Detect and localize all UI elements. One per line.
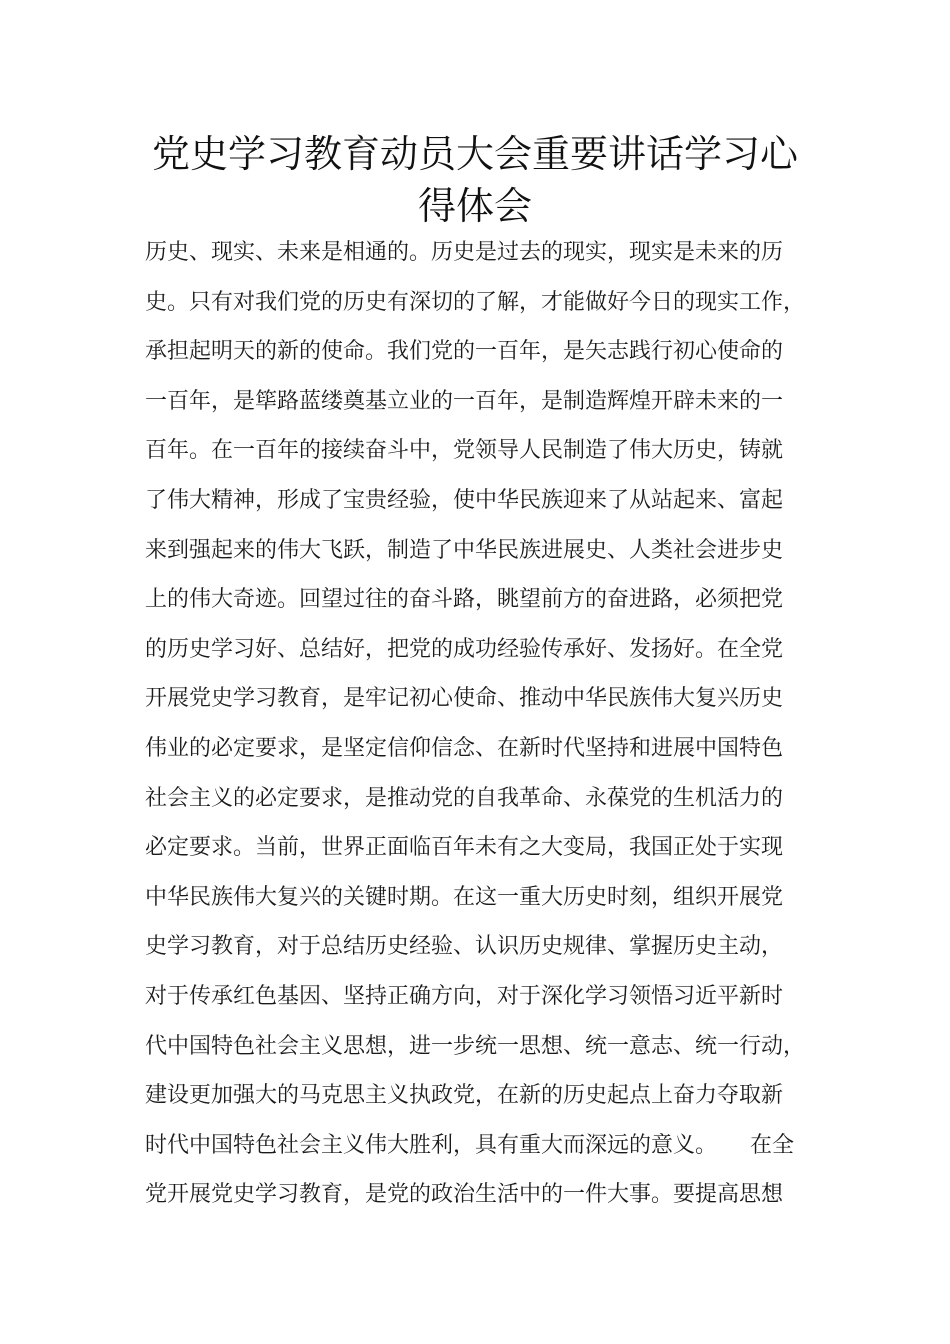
text-line: 承担起明天的新的使命。我们党的一百年，是矢志践行初心使命的: [145, 339, 784, 365]
document-title: [120, 128, 830, 232]
text-line: 中华民族伟大复兴的关键时期。在这一重大历史时刻，组织开展党: [145, 884, 784, 910]
text-line: 史学习教育，对于总结历史经验、认识历史规律、掌握历史主动，: [145, 934, 784, 960]
text-line: 时代中国特色社会主义伟大胜利，具有重大而深远的意义。 在全: [145, 1132, 795, 1158]
title-line-2: 得体会: [417, 184, 532, 228]
text-line: 社会主义的必定要求，是推动党的自我革命、永葆党的生机活力的: [145, 785, 784, 811]
text-line: 来到强起来的伟大飞跃，制造了中华民族进展史、人类社会进步史: [145, 537, 784, 563]
title-line-1: 党史学习教育动员大会重要讲话学习心: [151, 132, 798, 176]
text-line: 百年。在一百年的接续奋斗中，党领导人民制造了伟大历史，铸就: [145, 438, 784, 464]
body-paragraph: [145, 228, 845, 1220]
text-line: 一百年，是筚路蓝缕奠基立业的一百年，是制造辉煌开辟未来的一: [145, 388, 784, 414]
text-line: 对于传承红色基因、坚持正确方向，对于深化学习领悟习近平新时: [145, 983, 784, 1009]
text-line: 历史、现实、未来是相通的。历史是过去的现实，现实是未来的历: [145, 240, 784, 265]
text-line: 建设更加强大的马克思主义执政党，在新的历史起点上奋力夺取新: [145, 1083, 784, 1109]
text-line: 党开展党史学习教育，是党的政治生活中的一件大事。要提高思想: [145, 1182, 784, 1208]
text-line: 必定要求。当前，世界正面临百年未有之大变局，我国正处于实现: [145, 835, 784, 861]
text-line: 开展党史学习教育，是牢记初心使命、推动中华民族伟大复兴历史: [145, 686, 784, 712]
text-line: 上的伟大奇迹。回望过往的奋斗路，眺望前方的奋进路，必须把党: [145, 587, 784, 613]
text-line: 的历史学习好、总结好，把党的成功经验传承好、发扬好。在全党: [145, 636, 784, 662]
text-line: 了伟大精神，形成了宝贵经验，使中华民族迎来了从站起来、富起: [145, 487, 784, 513]
text-line: 代中国特色社会主义思想，进一步统一思想、统一意志、统一行动，: [145, 1033, 806, 1059]
text-line: 史。只有对我们党的历史有深切的了解，才能做好今日的现实工作，: [145, 289, 806, 315]
text-line: 伟业的必定要求，是坚定信仰信念、在新时代坚持和进展中国特色: [145, 735, 784, 761]
